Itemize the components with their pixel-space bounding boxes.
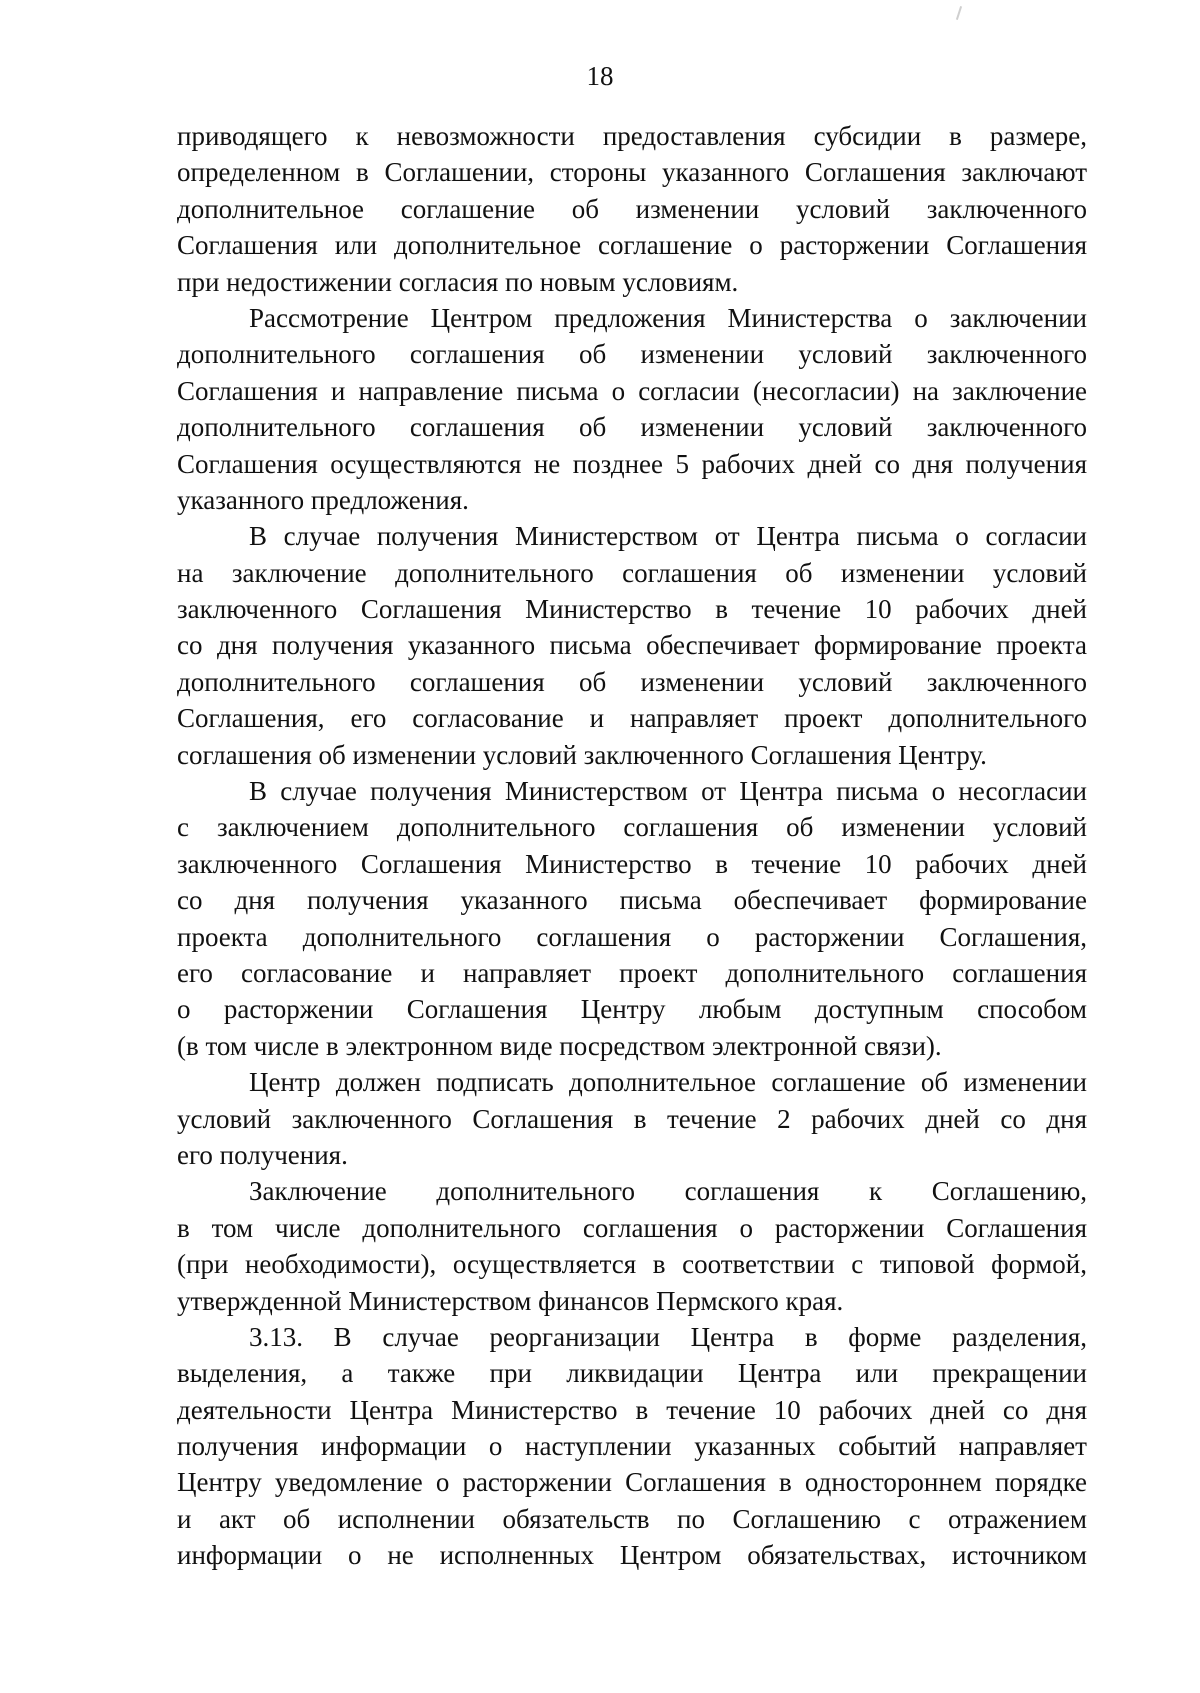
text-line: 3.13. В случае реорганизации Центра в форме разделения, [249, 1321, 1087, 1352]
paragraph [177, 1319, 1087, 1574]
text-line: при недостижении согласия по новым условиям. [177, 266, 739, 297]
paragraph [177, 518, 1087, 773]
text-line: условий заключенного Соглашения в течение 2 рабочих дней со дня [177, 1103, 1087, 1134]
text-line: соглашения об изменении условий заключенного Соглашения Центру. [177, 739, 987, 770]
text-line: о расторжении Соглашения Центру любым доступным способом [177, 994, 1087, 1025]
text-line: выделения, а также при ликвидации Центра или прекращении [177, 1358, 1087, 1389]
text-line: приводящего к невозможности предоставления субсидии в размере, [177, 121, 1087, 151]
text-line: Рассмотрение Центром предложения Министерства о заключении [249, 302, 1087, 333]
paragraph [177, 773, 1087, 1064]
text-line: и акт об исполнении обязательств по Соглашению с отражением [177, 1503, 1087, 1534]
text-line: дополнительное соглашение об изменении условий заключенного [177, 193, 1087, 224]
text-line: (при необходимости), осуществляется в соответствии с типовой формой, [177, 1249, 1087, 1280]
text-line: утвержденной Министерством финансов Пермского края. [177, 1285, 844, 1316]
text-line: дополнительного соглашения об изменении условий заключенного [177, 339, 1087, 370]
text-line: дополнительного соглашения об изменении условий заключенного [177, 666, 1087, 697]
page-number: 18 [586, 61, 614, 91]
text-line: с заключением дополнительного соглашения об изменении условий [177, 812, 1087, 843]
text-line: его согласование и направляет проект дополнительного соглашения [177, 957, 1087, 988]
text-line: Соглашения или дополнительное соглашение о расторжении Соглашения [177, 230, 1087, 261]
text-line: Соглашения осуществляются не позднее 5 рабочих дней со дня получения [177, 448, 1087, 479]
text-line: В случае получения Министерством от Центра письма о несогласии [249, 776, 1087, 807]
text-line: Заключение дополнительного соглашения к Соглашению, [249, 1176, 1087, 1207]
paragraph [177, 300, 1087, 518]
paragraph [177, 1173, 1087, 1319]
text-line: со дня получения указанного письма обеспечивает формирование проекта [177, 630, 1087, 661]
text-line: Центру уведомление о расторжении Соглашения в одностороннем порядке [177, 1467, 1087, 1498]
text-line: на заключение дополнительного соглашения об изменении условий [177, 557, 1087, 588]
scan-artifact-mark [956, 6, 962, 20]
text-line: Соглашения и направление письма о согласии (несогласии) на заключение [177, 375, 1087, 406]
text-line: В случае получения Министерством от Центра письма о согласии [249, 521, 1087, 552]
text-line: Соглашения, его согласование и направляет проект дополнительного [177, 703, 1087, 734]
text-line: со дня получения указанного письма обеспечивает формирование [177, 885, 1087, 916]
text-line: (в том числе в электронном виде посредством электронной связи). [177, 1030, 942, 1061]
text-line: его получения. [177, 1139, 348, 1170]
text-line: информации о не исполненных Центром обязательствах, источником [177, 1540, 1087, 1571]
text-line: Центр должен подписать дополнительное соглашение об изменении [249, 1067, 1087, 1098]
paragraph [177, 118, 1087, 300]
text-line: определенном в Соглашении, стороны указанного Соглашения заключают [177, 157, 1087, 188]
document-body [177, 118, 1087, 1574]
text-line: заключенного Соглашения Министерство в течение 10 рабочих дней [177, 594, 1087, 625]
text-line: заключенного Соглашения Министерство в течение 10 рабочих дней [177, 848, 1087, 879]
text-line: дополнительного соглашения об изменении условий заключенного [177, 412, 1087, 443]
text-line: проекта дополнительного соглашения о расторжении Соглашения, [177, 921, 1087, 952]
text-line: указанного предложения. [177, 484, 469, 515]
text-line: деятельности Центра Министерство в течение 10 рабочих дней со дня [177, 1394, 1087, 1425]
paragraph [177, 1064, 1087, 1173]
text-line: в том числе дополнительного соглашения о расторжении Соглашения [177, 1212, 1087, 1243]
text-line: получения информации о наступлении указанных событий направляет [177, 1431, 1087, 1462]
